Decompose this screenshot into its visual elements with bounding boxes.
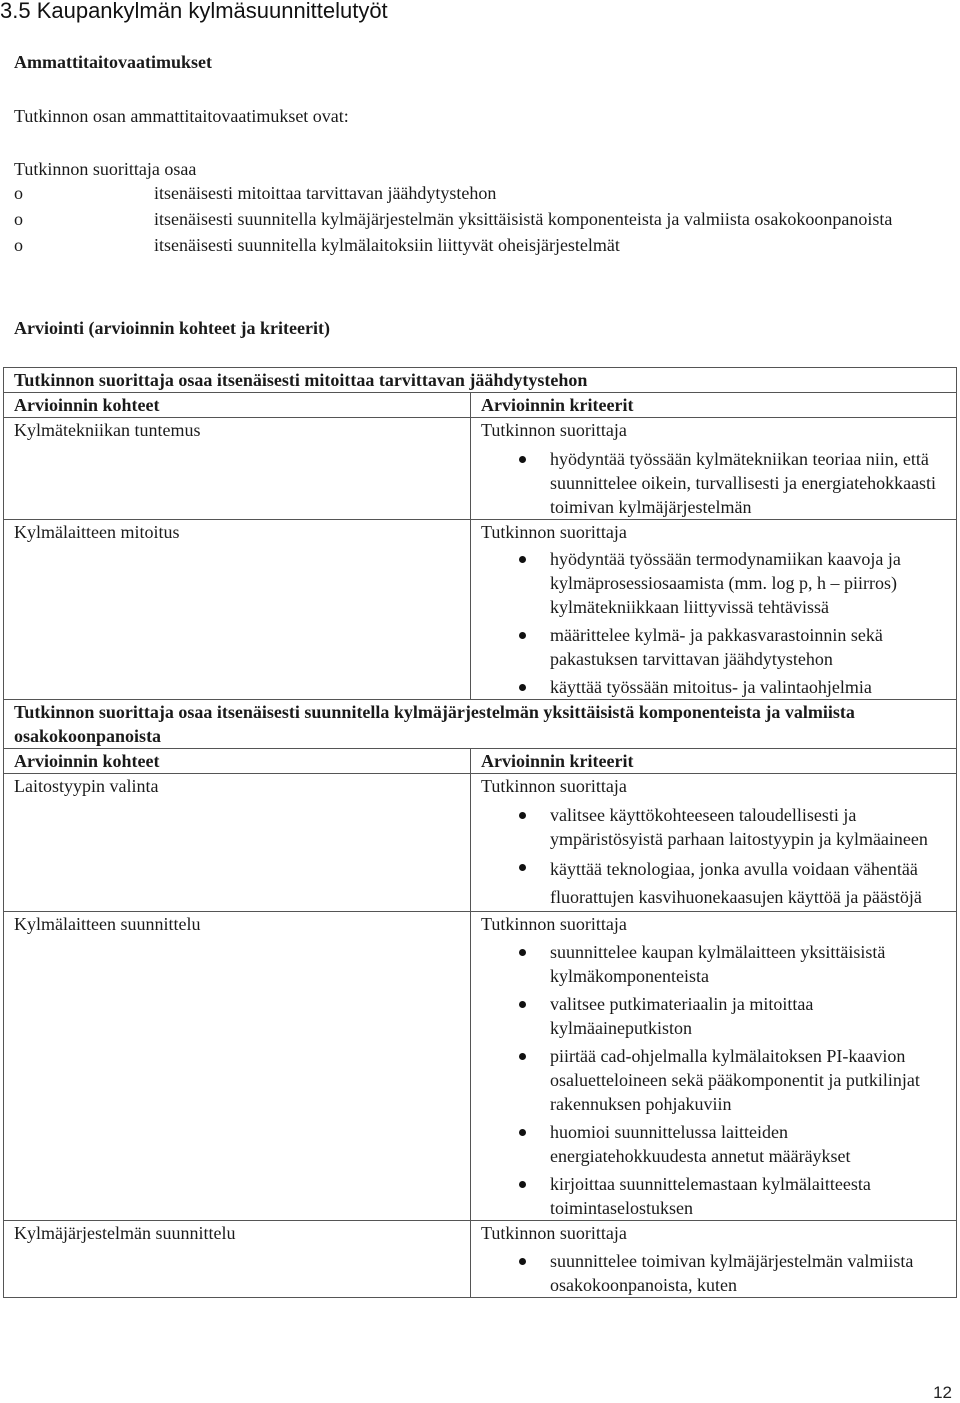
- bullet-icon: [519, 864, 526, 871]
- table-row: [4, 520, 957, 700]
- header-row: [4, 393, 957, 418]
- criteria-item: [481, 1172, 956, 1220]
- criteria-text: kirjoittaa suunnittelemastaan kylmälaitteesta toimintaselostuksen: [550, 1174, 871, 1218]
- requirements-intro: Tutkinnon osan ammattitaitovaatimukset ovat:: [14, 106, 349, 126]
- learner-intro: Tutkinnon suorittaja osaa: [14, 159, 197, 179]
- requirements-title: Ammattitaitovaatimukset: [14, 52, 212, 72]
- criteria-text: suunnittelee kaupan kylmälaitteen yksittäisistä kylmäkomponenteista: [550, 942, 886, 986]
- header-row: [4, 749, 957, 774]
- requirement-item: [14, 206, 914, 232]
- criteria-item: [481, 1044, 956, 1116]
- criteria-item: [481, 940, 956, 988]
- bullet-icon: [519, 1258, 526, 1265]
- criteria-item: [481, 1120, 956, 1168]
- criteria-text: määrittelee kylmä- ja pakkasvarastoinnin sekä pakastuksen tarvittavan jäähdytystehon: [550, 625, 883, 669]
- criteria-text: valitsee putkimateriaalin ja mitoittaa kylmäaineputkiston: [550, 994, 814, 1038]
- target-cell: Kylmäjärjestelmän suunnittelu: [4, 1221, 471, 1298]
- col-header-criteria: Arvioinnin kriteerit: [471, 393, 957, 418]
- list-marker: o: [14, 235, 23, 255]
- table-row: [4, 1221, 957, 1298]
- criteria-text: hyödyntää työssään kylmätekniikan teoriaa niin, että suunnittelee oikein, turvallisesti ja energiatehokkaasti toimivan kylmäjärjestelmän: [550, 449, 937, 517]
- section-title: Tutkinnon suorittaja osaa itsenäisesti mitoittaa tarvittavan jäähdytystehon: [4, 368, 957, 393]
- criteria-text: piirtää cad-ohjelmalla kylmälaitoksen PI-kaavion osaluetteloineen sekä pääkomponentit ja putkilinjat rakennuksen pohjakuviin: [550, 1046, 920, 1114]
- criteria-lead: Tutkinnon suorittaja: [481, 420, 627, 440]
- criteria-item: [481, 803, 956, 851]
- criteria-lead: Tutkinnon suorittaja: [481, 522, 627, 542]
- criteria-text: hyödyntää työssään termodynamiikan kaavoja ja kylmäprosessiosaamista (mm. log p, h – piirros) kylmätekniikkaan liittyvissä tehtävissä: [550, 549, 901, 617]
- criteria-cell: [471, 520, 957, 700]
- criteria-item: [481, 675, 956, 699]
- assessment-title: Arviointi (arvioinnin kohteet ja kriteerit): [14, 318, 330, 338]
- table-row: [4, 912, 957, 1221]
- requirement-text: itsenäisesti suunnitella kylmäjärjestelmän yksittäisistä komponenteista ja valmiista osakokoonpanoista: [154, 209, 893, 229]
- criteria-list: [481, 447, 956, 519]
- criteria-lead: Tutkinnon suorittaja: [481, 1223, 627, 1243]
- criteria-list: [481, 803, 956, 911]
- section-title: Tutkinnon suorittaja osaa itsenäisesti suunnitella kylmäjärjestelmän yksittäisistä komponenteista ja valmiista osakokoonpanoista: [4, 700, 957, 749]
- criteria-lead: Tutkinnon suorittaja: [481, 776, 627, 796]
- target-cell: Laitostyypin valinta: [4, 774, 471, 912]
- section-row: [4, 368, 957, 393]
- bullet-icon: [519, 1129, 526, 1136]
- requirement-text: itsenäisesti suunnitella kylmälaitoksiin liittyvät oheisjärjestelmät: [154, 235, 620, 255]
- bullet-icon: [519, 1001, 526, 1008]
- list-marker: o: [14, 209, 23, 229]
- criteria-text: suunnittelee toimivan kylmäjärjestelmän valmiista osakokoonpanoista, kuten: [550, 1251, 914, 1295]
- target-cell: Kylmätekniikan tuntemus: [4, 418, 471, 520]
- criteria-list: [481, 940, 956, 1220]
- criteria-item: [481, 623, 956, 671]
- bullet-icon: [519, 812, 526, 819]
- criteria-cell: [471, 1221, 957, 1298]
- criteria-item: [481, 992, 956, 1040]
- requirement-text: itsenäisesti mitoittaa tarvittavan jäähdytystehon: [154, 183, 497, 203]
- requirement-item: [14, 180, 914, 206]
- criteria-text: käyttää teknologiaa, jonka avulla voidaan vähentää fluorattujen kasvihuonekaasujen käyttöä ja päästöjä: [550, 859, 922, 907]
- requirements-list: [14, 180, 914, 258]
- criteria-lead: Tutkinnon suorittaja: [481, 914, 627, 934]
- bullet-icon: [519, 456, 526, 463]
- criteria-list: [481, 547, 956, 699]
- criteria-text: huomioi suunnittelussa laitteiden energiatehokkuudesta annetut määräykset: [550, 1122, 851, 1166]
- section-heading: 3.5 Kaupankylmän kylmäsuunnittelutyöt: [0, 0, 388, 23]
- criteria-item: [481, 547, 956, 619]
- bullet-icon: [519, 1181, 526, 1188]
- criteria-item: [481, 1249, 956, 1297]
- col-header-criteria: Arvioinnin kriteerit: [471, 749, 957, 774]
- col-header-target: Arvioinnin kohteet: [4, 749, 471, 774]
- target-cell: Kylmälaitteen mitoitus: [4, 520, 471, 700]
- page-number: 12: [933, 1383, 952, 1402]
- bullet-icon: [519, 632, 526, 639]
- criteria-text: valitsee käyttökohteeseen taloudellisesti ja ympäristösyistä parhaan laitostyypin ja kylmäaineen: [550, 805, 928, 849]
- criteria-list: [481, 1249, 956, 1297]
- list-marker: o: [14, 183, 23, 203]
- bullet-icon: [519, 556, 526, 563]
- criteria-cell: [471, 418, 957, 520]
- criteria-cell: [471, 912, 957, 1221]
- bullet-icon: [519, 684, 526, 691]
- section-row: [4, 700, 957, 749]
- table-row: [4, 774, 957, 912]
- criteria-item: [481, 447, 956, 519]
- bullet-icon: [519, 1053, 526, 1060]
- criteria-text: käyttää työssään mitoitus- ja valintaohjelmia: [550, 677, 872, 697]
- assessment-table: [3, 367, 957, 1298]
- col-header-target: Arvioinnin kohteet: [4, 393, 471, 418]
- criteria-item: [481, 855, 956, 911]
- bullet-icon: [519, 949, 526, 956]
- criteria-cell: [471, 774, 957, 912]
- requirement-item: [14, 232, 914, 258]
- table-row: [4, 418, 957, 520]
- target-cell: Kylmälaitteen suunnittelu: [4, 912, 471, 1221]
